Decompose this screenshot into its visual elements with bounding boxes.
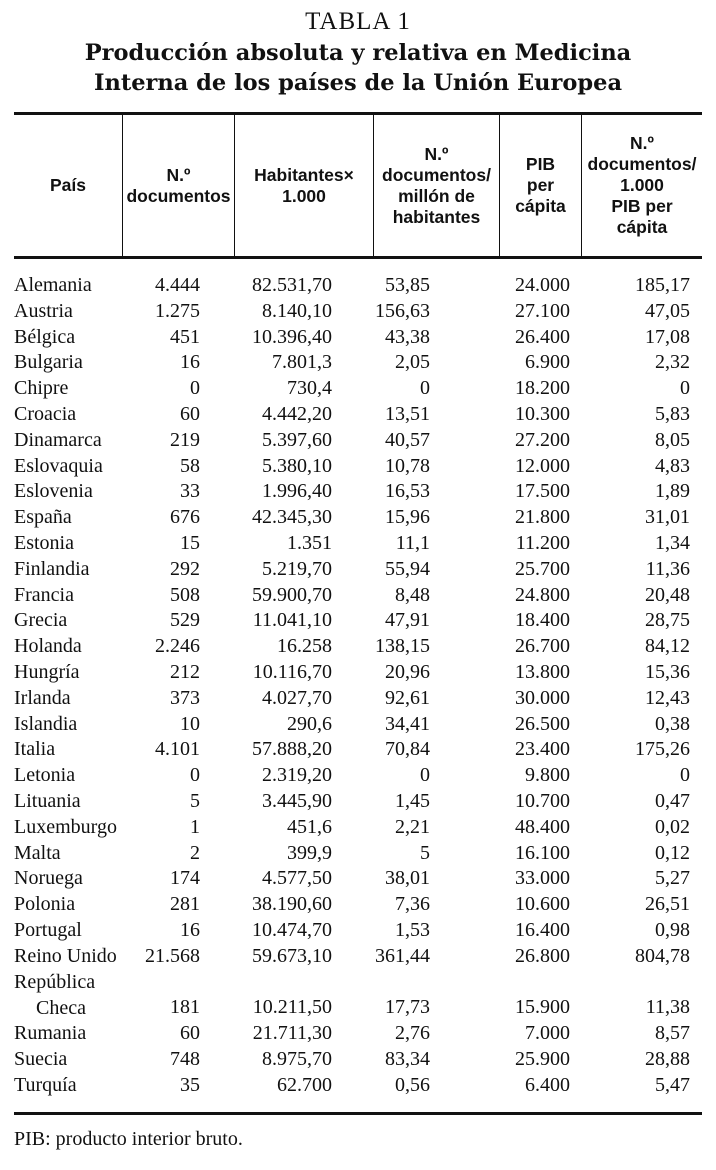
- table-row: [14, 607, 702, 633]
- cell-docs-per-gdp: 1,34: [655, 531, 690, 554]
- cell-country: [14, 556, 90, 582]
- cell-inhabitants: 730,4: [287, 377, 332, 400]
- cell-gdp: 25.900: [515, 1047, 570, 1070]
- cell-docs-per-million: 1,53: [395, 918, 430, 941]
- table-label: TABLA 1: [305, 8, 411, 35]
- cell-inhabitants: 451,6: [287, 815, 332, 838]
- cell-country: [14, 504, 72, 530]
- cell-documents: 2: [190, 841, 200, 864]
- cell-documents: 529: [170, 609, 200, 632]
- table-row: [14, 685, 702, 711]
- cell-inhabitants: 38.190,60: [252, 893, 332, 916]
- cell-country: [14, 272, 92, 298]
- table-row: [14, 427, 702, 453]
- cell-gdp: 17.500: [515, 480, 570, 503]
- country-name-line: Polonia: [14, 893, 76, 916]
- country-name-line: Eslovenia: [14, 480, 93, 503]
- cell-country: [14, 324, 75, 350]
- cell-inhabitants: 3.445,90: [262, 789, 332, 812]
- cell-inhabitants: 5.397,60: [262, 428, 332, 451]
- table-row: [14, 814, 702, 840]
- table-row: [14, 840, 702, 866]
- country-name-line: Hungría: [14, 660, 80, 683]
- cell-docs-per-gdp: 804,78: [635, 944, 690, 967]
- header-line: Habitantes×: [254, 164, 354, 185]
- cell-gdp: 27.200: [515, 428, 570, 451]
- table-title-line-2: Interna de los países de la Unión Europea: [93, 70, 623, 96]
- cell-country: [14, 736, 55, 762]
- cell-inhabitants: 11.041,10: [252, 609, 332, 632]
- cell-docs-per-million: 10,78: [385, 454, 430, 477]
- country-name-line: Islandia: [14, 712, 78, 735]
- cell-docs-per-gdp: 2,32: [655, 351, 690, 374]
- header-docs-per-gdp: [582, 115, 702, 256]
- table-row: [14, 736, 702, 762]
- table-row: [14, 401, 702, 427]
- cell-documents: 16: [180, 918, 200, 941]
- country-name-line: Reino Unido: [14, 944, 117, 967]
- cell-docs-per-gdp: 0,12: [655, 841, 690, 864]
- cell-inhabitants: 1.996,40: [262, 480, 332, 503]
- country-name-line: Holanda: [14, 635, 82, 658]
- header-line: PIB: [525, 154, 556, 174]
- country-name-line: Francia: [14, 583, 74, 606]
- cell-inhabitants: 5.380,10: [262, 454, 332, 477]
- cell-docs-per-gdp: 5,83: [655, 402, 690, 425]
- cell-country: [14, 401, 76, 427]
- header-line: PIB per: [611, 196, 673, 216]
- cell-docs-per-gdp: 15,36: [645, 660, 690, 683]
- cell-documents: 60: [180, 1022, 200, 1045]
- header-line: documentos/: [587, 154, 697, 174]
- cell-gdp: 10.600: [515, 893, 570, 916]
- cell-documents: 0: [190, 377, 200, 400]
- cell-docs-per-gdp: 8,05: [655, 428, 690, 451]
- cell-country: [14, 530, 74, 556]
- table-body: [14, 272, 702, 1098]
- cell-inhabitants: 21.711,30: [252, 1022, 332, 1045]
- table-row: [14, 711, 702, 737]
- cell-documents: 35: [180, 1073, 200, 1096]
- cell-inhabitants: 42.345,30: [252, 506, 332, 529]
- cell-docs-per-gdp: 28,75: [645, 609, 690, 632]
- cell-country: [14, 375, 68, 401]
- cell-country: [14, 349, 83, 375]
- table-row: [14, 917, 702, 943]
- cell-country: [14, 453, 103, 479]
- cell-docs-per-million: 361,44: [375, 944, 430, 967]
- cell-docs-per-million: 17,73: [385, 996, 430, 1019]
- cell-country: [14, 633, 82, 659]
- table-row: [14, 969, 702, 1021]
- cell-docs-per-million: 7,36: [395, 893, 430, 916]
- cell-gdp: 18.200: [515, 377, 570, 400]
- country-name-line: Finlandia: [14, 557, 90, 580]
- cell-docs-per-gdp: 0,98: [655, 918, 690, 941]
- header-bottom-rule: [14, 256, 702, 259]
- cell-inhabitants: 8.975,70: [262, 1047, 332, 1070]
- cell-docs-per-million: 1,45: [395, 789, 430, 812]
- header-gdp: [500, 115, 581, 256]
- cell-docs-per-gdp: 175,26: [635, 738, 690, 761]
- table-row: [14, 478, 702, 504]
- table-row: [14, 1072, 702, 1098]
- country-name-line: Noruega: [14, 867, 83, 890]
- cell-gdp: 10.700: [515, 789, 570, 812]
- cell-docs-per-million: 92,61: [385, 686, 430, 709]
- cell-documents: 748: [170, 1047, 200, 1070]
- cell-country: [14, 582, 74, 608]
- cell-documents: 33: [180, 480, 200, 503]
- cell-docs-per-million: 70,84: [385, 738, 430, 761]
- cell-gdp: 33.000: [515, 867, 570, 890]
- cell-gdp: 16.100: [515, 841, 570, 864]
- cell-inhabitants: 5.219,70: [262, 557, 332, 580]
- cell-docs-per-gdp: 0,02: [655, 815, 690, 838]
- cell-inhabitants: 2.319,20: [262, 764, 332, 787]
- cell-inhabitants: 10.211,50: [252, 996, 332, 1019]
- header-line: documentos: [126, 185, 231, 206]
- cell-documents: 181: [170, 996, 200, 1019]
- cell-docs-per-gdp: 20,48: [645, 583, 690, 606]
- cell-gdp: 16.400: [515, 918, 570, 941]
- cell-documents: 676: [170, 506, 200, 529]
- cell-docs-per-gdp: 185,17: [635, 274, 690, 296]
- cell-gdp: 18.400: [515, 609, 570, 632]
- cell-documents: 21.568: [145, 944, 200, 967]
- header-line: per: [526, 175, 555, 195]
- country-name-line: Suecia: [14, 1047, 68, 1070]
- table-row: [14, 349, 702, 375]
- cell-gdp: 21.800: [515, 506, 570, 529]
- cell-docs-per-million: 20,96: [385, 660, 430, 683]
- header-line: N.º: [630, 133, 654, 153]
- country-name-line: Checa: [36, 996, 86, 1019]
- cell-gdp: 30.000: [515, 686, 570, 709]
- header-docs-per-million: [374, 115, 499, 256]
- cell-docs-per-million: 5: [420, 841, 430, 864]
- table-row: [14, 453, 702, 479]
- cell-docs-per-million: 0: [420, 764, 430, 787]
- cell-documents: 373: [170, 686, 200, 709]
- country-name-line: Bulgaria: [14, 351, 83, 374]
- table-title-line-1: Producción absoluta y relativa en Medicina: [84, 40, 632, 66]
- cell-docs-per-million: 13,51: [385, 402, 430, 425]
- cell-gdp: 25.700: [515, 557, 570, 580]
- cell-gdp: 48.400: [515, 815, 570, 838]
- header-line: 1.000: [620, 175, 664, 195]
- cell-docs-per-million: 38,01: [385, 867, 430, 890]
- cell-documents: 1.275: [155, 299, 200, 322]
- table-bottom-rule: [14, 1112, 702, 1115]
- table-row: [14, 556, 702, 582]
- header-line: País: [50, 175, 86, 195]
- header-line: documentos/: [382, 164, 491, 185]
- cell-country: [14, 762, 75, 788]
- table-footnote: PIB: producto interior bruto.: [14, 1128, 243, 1150]
- cell-docs-per-million: 11,1: [395, 531, 430, 554]
- cell-inhabitants: 4.442,20: [262, 402, 332, 425]
- cell-docs-per-gdp: 0,38: [655, 712, 690, 735]
- country-name-line: Italia: [14, 738, 56, 761]
- table-row: [14, 298, 702, 324]
- cell-documents: 60: [180, 402, 200, 425]
- cell-docs-per-gdp: 17,08: [645, 325, 690, 348]
- cell-country: [14, 865, 83, 891]
- table-row: [14, 633, 702, 659]
- header-documents: [123, 115, 234, 256]
- header-line: N.º: [166, 164, 191, 185]
- country-name-line: Croacia: [14, 402, 77, 425]
- cell-docs-per-million: 83,34: [385, 1047, 430, 1070]
- cell-gdp: 6.900: [525, 351, 570, 374]
- cell-docs-per-million: 2,05: [395, 351, 430, 374]
- cell-country: [14, 298, 73, 324]
- cell-docs-per-gdp: 1,89: [655, 480, 690, 503]
- cell-gdp: 26.400: [515, 325, 570, 348]
- header-line: cápita: [616, 217, 668, 237]
- cell-gdp: 9.800: [525, 764, 570, 787]
- cell-docs-per-million: 53,85: [385, 274, 430, 296]
- cell-docs-per-gdp: 11,36: [645, 557, 690, 580]
- cell-inhabitants: 8.140,10: [262, 299, 332, 322]
- cell-documents: 174: [170, 867, 200, 890]
- cell-inhabitants: 16.258: [277, 635, 332, 658]
- cell-docs-per-gdp: 47,05: [645, 299, 690, 322]
- cell-docs-per-million: 156,63: [375, 299, 430, 322]
- country-name-line: Bélgica: [14, 325, 76, 348]
- country-name-line: Luxemburgo: [14, 815, 117, 838]
- country-name-line: España: [14, 506, 72, 529]
- cell-docs-per-million: 43,38: [385, 325, 430, 348]
- cell-gdp: 26.700: [515, 635, 570, 658]
- cell-country: [14, 840, 61, 866]
- cell-gdp: 24.000: [515, 274, 570, 296]
- table-row: [14, 1046, 702, 1072]
- cell-documents: 16: [180, 351, 200, 374]
- cell-documents: 58: [180, 454, 200, 477]
- country-name-line: Grecia: [14, 609, 68, 632]
- cell-documents: 451: [170, 325, 200, 348]
- table-row: [14, 375, 702, 401]
- cell-gdp: 7.000: [525, 1022, 570, 1045]
- cell-gdp: 11.200: [515, 531, 570, 554]
- cell-docs-per-million: 0,56: [395, 1073, 430, 1096]
- cell-gdp: 6.400: [525, 1073, 570, 1096]
- table-row: [14, 659, 702, 685]
- cell-inhabitants: 399,9: [287, 841, 332, 864]
- cell-documents: 508: [170, 583, 200, 606]
- cell-documents: 10: [180, 712, 200, 735]
- cell-inhabitants: 10.116,70: [252, 660, 332, 683]
- cell-country: [14, 685, 71, 711]
- cell-gdp: 27.100: [515, 299, 570, 322]
- cell-inhabitants: 7.801,3: [272, 351, 332, 374]
- country-name-line: Estonia: [14, 531, 74, 554]
- cell-inhabitants: 59.673,10: [252, 944, 332, 967]
- header-line: N.º: [424, 143, 449, 164]
- cell-docs-per-million: 55,94: [385, 557, 430, 580]
- country-name-line: Eslovaquia: [14, 454, 103, 477]
- cell-docs-per-million: 8,48: [395, 583, 430, 606]
- cell-country: [14, 607, 67, 633]
- cell-inhabitants: 10.474,70: [252, 918, 332, 941]
- cell-docs-per-gdp: 31,01: [645, 506, 690, 529]
- cell-gdp: 13.800: [515, 660, 570, 683]
- cell-docs-per-million: 2,21: [395, 815, 430, 838]
- country-name-line: Portugal: [14, 918, 82, 941]
- cell-inhabitants: 57.888,20: [252, 738, 332, 761]
- country-name-line: Lituania: [14, 789, 81, 812]
- cell-docs-per-gdp: 5,47: [655, 1073, 690, 1096]
- header-line: millón de: [398, 185, 475, 206]
- cell-inhabitants: 62.700: [277, 1073, 332, 1096]
- table-row: [14, 530, 702, 556]
- country-name-line: Austria: [14, 299, 73, 322]
- country-name-line: Chipre: [14, 377, 69, 400]
- cell-country: [14, 943, 117, 969]
- cell-docs-per-gdp: 0,47: [655, 789, 690, 812]
- cell-gdp: 23.400: [515, 738, 570, 761]
- cell-country: [14, 969, 95, 1021]
- header-line: habitantes: [392, 206, 481, 227]
- cell-docs-per-million: 138,15: [375, 635, 430, 658]
- cell-documents: 4.101: [155, 738, 200, 761]
- cell-inhabitants: 82.531,70: [252, 274, 332, 296]
- cell-documents: 4.444: [155, 274, 200, 296]
- cell-docs-per-million: 2,76: [395, 1022, 430, 1045]
- cell-docs-per-gdp: 28,88: [645, 1047, 690, 1070]
- cell-inhabitants: 59.900,70: [252, 583, 332, 606]
- cell-inhabitants: 10.396,40: [252, 325, 332, 348]
- header-line: cápita: [515, 196, 566, 216]
- cell-country: [14, 427, 102, 453]
- cell-gdp: 12.000: [515, 454, 570, 477]
- country-name-line: Malta: [14, 841, 61, 864]
- cell-docs-per-gdp: 11,38: [645, 996, 690, 1019]
- cell-docs-per-million: 40,57: [385, 428, 430, 451]
- cell-docs-per-gdp: 0: [680, 764, 690, 787]
- cell-country: [14, 814, 117, 840]
- cell-docs-per-gdp: 26,51: [645, 893, 690, 916]
- cell-country: [14, 478, 93, 504]
- cell-inhabitants: 4.577,50: [262, 867, 332, 890]
- cell-docs-per-gdp: 8,57: [655, 1022, 690, 1045]
- cell-country: [14, 659, 80, 685]
- country-name-line: Rumania: [14, 1022, 87, 1045]
- table-row: [14, 582, 702, 608]
- cell-docs-per-million: 34,41: [385, 712, 430, 735]
- cell-docs-per-gdp: 0: [680, 377, 690, 400]
- cell-gdp: 15.900: [515, 996, 570, 1019]
- table-row: [14, 1020, 702, 1046]
- header-inhabitants: [235, 115, 373, 256]
- cell-country: [14, 711, 77, 737]
- cell-country: [14, 1020, 86, 1046]
- country-name-line: Dinamarca: [14, 428, 102, 451]
- cell-documents: 281: [170, 893, 200, 916]
- cell-documents: 219: [170, 428, 200, 451]
- country-name-line: República: [14, 970, 96, 993]
- table-row: [14, 762, 702, 788]
- cell-country: [14, 1072, 77, 1098]
- cell-gdp: 26.500: [515, 712, 570, 735]
- country-name-line: Letonia: [14, 764, 76, 787]
- table-row: [14, 788, 702, 814]
- cell-docs-per-million: 16,53: [385, 480, 430, 503]
- cell-documents: 2.246: [155, 635, 200, 658]
- cell-docs-per-million: 47,91: [385, 609, 430, 632]
- cell-documents: 1: [190, 815, 200, 838]
- cell-documents: 0: [190, 764, 200, 787]
- cell-inhabitants: 4.027,70: [262, 686, 332, 709]
- cell-documents: 292: [170, 557, 200, 580]
- cell-gdp: 24.800: [515, 583, 570, 606]
- cell-gdp: 26.800: [515, 944, 570, 967]
- cell-docs-per-million: 15,96: [385, 506, 430, 529]
- table-row: [14, 272, 702, 298]
- cell-docs-per-gdp: 5,27: [655, 867, 690, 890]
- cell-documents: 212: [170, 660, 200, 683]
- cell-country: [14, 891, 75, 917]
- table-row: [14, 324, 702, 350]
- table-row: [14, 865, 702, 891]
- cell-country: [14, 917, 82, 943]
- cell-docs-per-gdp: 4,83: [655, 454, 690, 477]
- table-row: [14, 891, 702, 917]
- cell-documents: 5: [190, 789, 200, 812]
- cell-inhabitants: 290,6: [287, 712, 332, 735]
- table-row: [14, 504, 702, 530]
- cell-docs-per-gdp: 12,43: [645, 686, 690, 709]
- table-row: [14, 943, 702, 969]
- country-name-line: Turquía: [14, 1073, 77, 1096]
- cell-inhabitants: 1.351: [287, 531, 332, 554]
- cell-gdp: 10.300: [515, 402, 570, 425]
- cell-country: [14, 1046, 67, 1072]
- header-line: 1.000: [282, 185, 326, 206]
- country-name-line: Irlanda: [14, 686, 71, 709]
- country-name-line: Alemania: [14, 274, 92, 296]
- header-country: [14, 115, 122, 256]
- cell-docs-per-million: 0: [420, 377, 430, 400]
- cell-documents: 15: [180, 531, 200, 554]
- cell-docs-per-gdp: 84,12: [645, 635, 690, 658]
- cell-country: [14, 788, 81, 814]
